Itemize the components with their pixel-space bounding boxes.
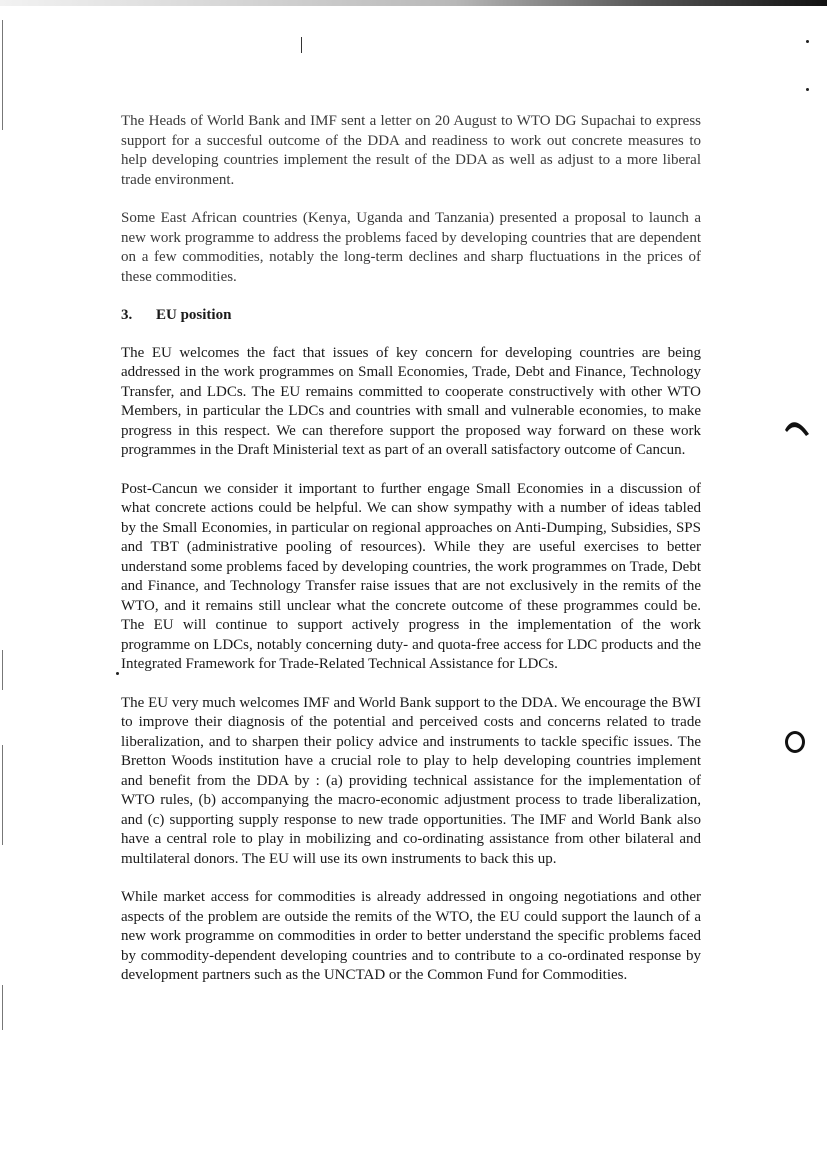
section-heading [121, 306, 701, 326]
scan-left-edge-mark [2, 745, 3, 845]
scan-left-edge-mark [2, 985, 3, 1030]
paragraph: Post-Cancun we consider it important to further engage Small Economies in a discussion of what concrete actions could be helpful. We can show sympathy with a number of ideas tabled by the Small Economies, in particular on regional approaches on Anti-Dumping, Subsidies, SPS and TBT (administrative pooling of resources). While they are useful exercises to better understand some problems faced by developing countries, the work programmes on Trade, Debt and Finance, and Technology Transfer raise issues that are not exclusively in the remits of the WTO, and it remains still unclear what the concrete outcome of these programmes could be. The EU will continue to support actively progress in the implementation of the work programme on LDCs, notably concerning duty- and quota-free access for LDC products and the Integrated Framework for Trade-Related Technical Assistance for LDCs. [121, 480, 701, 672]
scan-speck [116, 672, 119, 675]
scan-speck [806, 88, 809, 91]
scan-left-edge-mark [2, 20, 3, 130]
scan-speck [806, 40, 809, 43]
section-number: 3. [121, 307, 133, 323]
punch-hole-ring [785, 731, 805, 753]
scan-top-edge [0, 0, 827, 6]
paragraph: The Heads of World Bank and IMF sent a letter on 20 August to WTO DG Supachai to express support for a succesful outcome of the DDA and readiness to work out concrete measures to help developing countries implement the result of the DDA as well as adjust to a more liberal trade environment. [121, 113, 701, 188]
section-title: EU position [156, 307, 232, 323]
punch-hole-mark [784, 418, 810, 438]
document-body [121, 112, 701, 1005]
scan-left-edge-mark [2, 650, 3, 690]
paragraph: Some East African countries (Kenya, Uganda and Tanzania) presented a proposal to launch a new work programme to address the problems faced by developing countries that are dependent on a few commodities, notably the long-term declines and sharp fluctuations in the prices of these commodities. [121, 210, 701, 285]
scan-tick-mark [301, 37, 302, 53]
paragraph: The EU very much welcomes IMF and World Bank support to the DDA. We encourage the BWI to improve their diagnosis of the potential and perceived costs and concerns related to trade liberalization, and to sharpen their policy advice and instruments to tackle specific issues. The Bretton Woods institution have a crucial role to play to help developing countries implement and benefit from the DDA by : (a) providing technical assistance for the implementation of WTO rules, (b) accompanying the macro-economic adjustment process to trade liberalization, and (c) supporting supply response to new trade opportunities. The IMF and World Bank also have a central role to play in mobilizing and co-ordinating assistance from other bilateral and multilateral donors. The EU will use its own instruments to back this up. [121, 694, 701, 867]
paragraph: While market access for commodities is already addressed in ongoing negotiations and other aspects of the problem are outside the remits of the WTO, the EU could support the launch of a new work programme on commodities in order to better understand the specific problems faced by commodity-dependent developing countries and to contribute to a co-ordinated response by development partners such as the UNCTAD or the Common Fund for Commodities. [121, 889, 701, 983]
paragraph: The EU welcomes the fact that issues of key concern for developing countries are being addressed in the work programmes on Small Economies, Trade, Debt and Finance, Technology Transfer, and LDCs. The EU remains committed to cooperate constructively with other WTO Members, in particular the LDCs and countries with small and vulnerable economies, to make progress in this respect. We can therefore support the proposed way forward on these work programmes in the Draft Ministerial text as part of an overall satisfactory outcome of Cancun. [121, 344, 701, 458]
